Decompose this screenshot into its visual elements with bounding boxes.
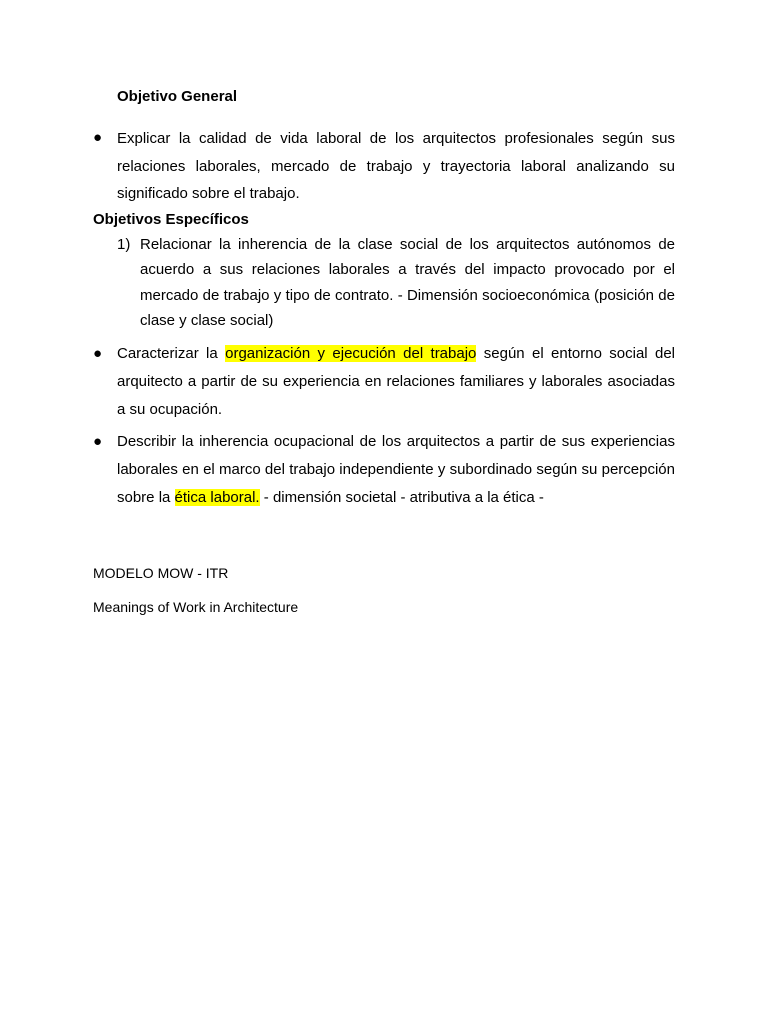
general-objective-heading: Objetivo General [117, 88, 238, 105]
highlighted-phrase: organización y ejecución del trabajo [225, 345, 477, 362]
specific-objective-1-text: Relacionar la inherencia de la clase social de los arquitectos autónomos de acuerdo a sus relaciones laborales a través del impacto provocado por el mercado de trabajo y tipo de contrato. - Dimensión socioeconómica (posición de clase y clase social) [140, 236, 675, 329]
model-title: MODELO MOW - ITR [93, 565, 229, 581]
model-subtitle: Meanings of Work in Architecture [93, 599, 299, 615]
list-number-1: 1) [117, 236, 131, 253]
general-objective-text: Explicar la calidad de vida laboral de los arquitectos profesionales según sus relaciones laborales, mercado de trabajo y trayectoria laboral analizando su significado sobre el trabajo. [117, 130, 675, 202]
objective-3-text-before: Describir la inherencia ocupacional de los arquitectos a partir de sus experiencias laborales en el marco del trabajo independiente y subordinado según su percepción sobre la [117, 433, 675, 506]
specific-objective-3-text [117, 428, 675, 512]
objective-2-text-after: según el entorno social del arquitecto a partir de su experiencia en relaciones familiares y laborales asociadas a su ocupación. [117, 345, 676, 418]
objective-2-text-before: Caracterizar la [117, 345, 226, 362]
objective-3-text-after: - dimensión societal - atributiva a la ética - [259, 489, 544, 506]
bullet-icon: ● [93, 129, 103, 146]
specific-objective-2-text [117, 340, 675, 424]
bullet-icon: ● [93, 345, 103, 362]
highlighted-phrase: ética laboral. [174, 489, 260, 506]
specific-objectives-heading: Objetivos Específicos [93, 211, 249, 228]
bullet-icon: ● [93, 433, 103, 450]
